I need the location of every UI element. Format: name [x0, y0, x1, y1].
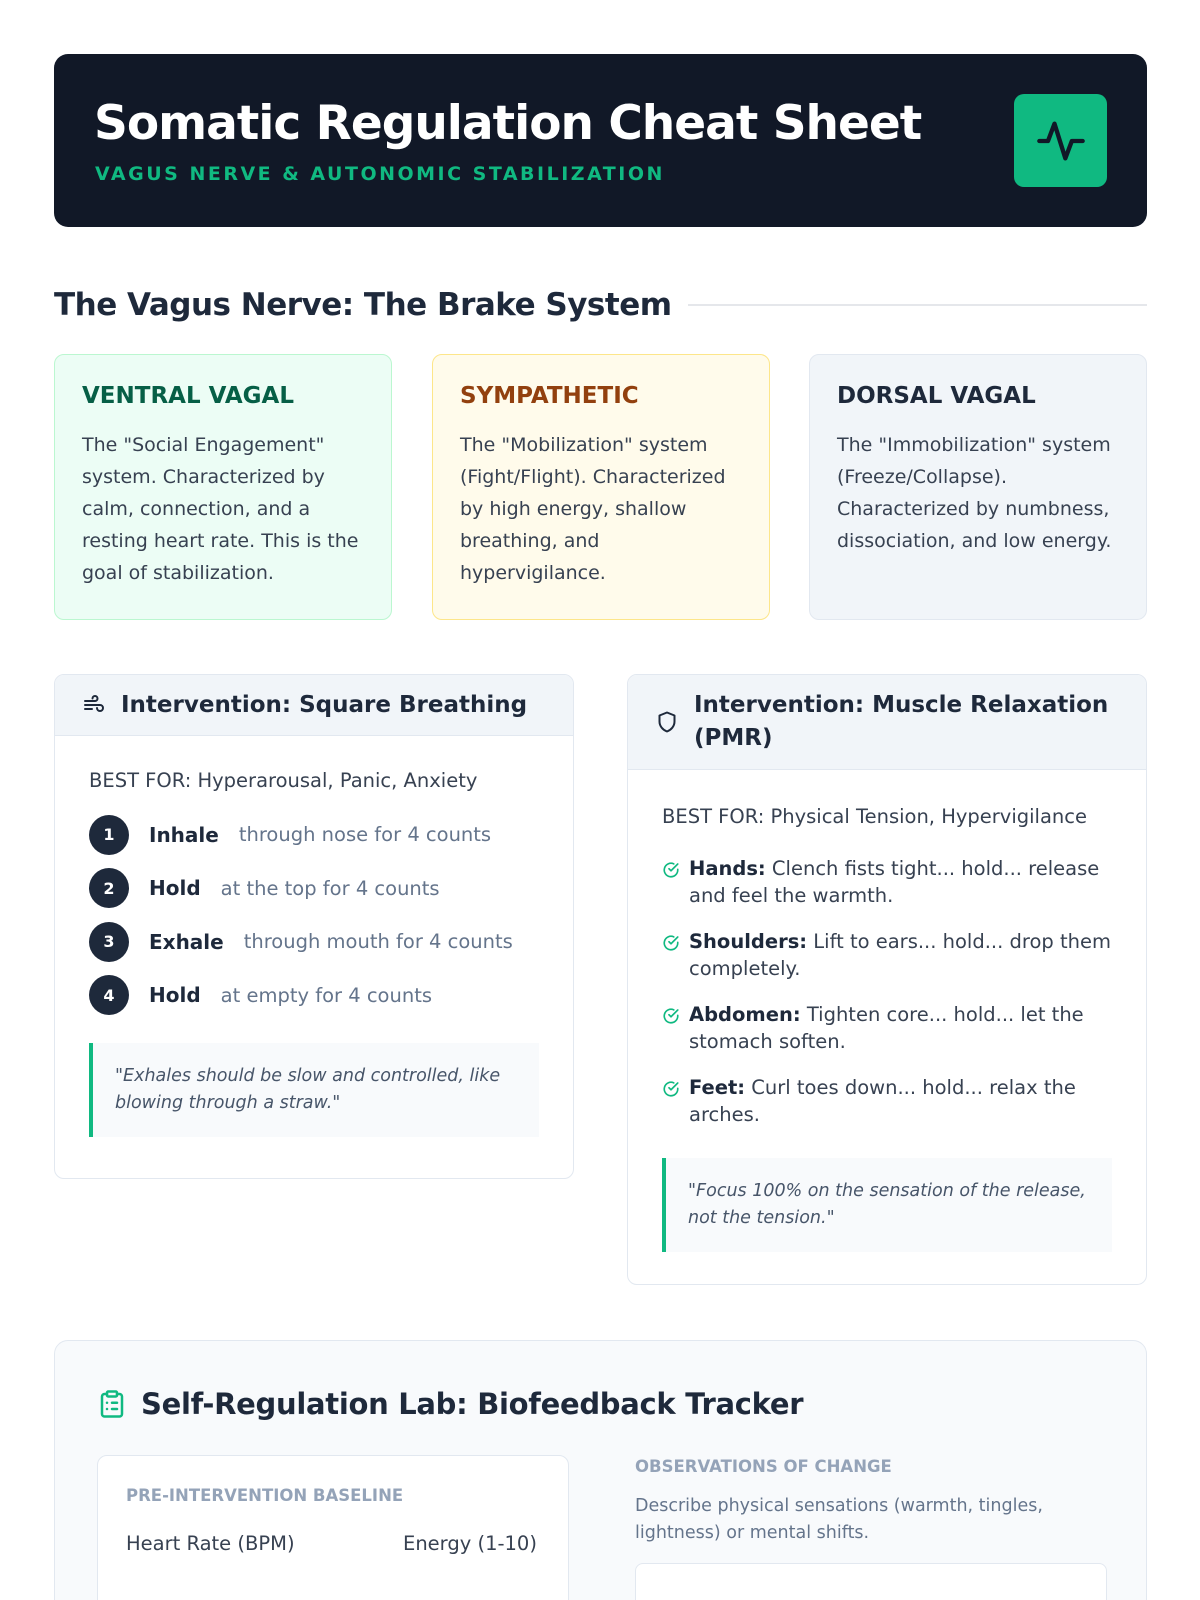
ventral-vagal-card — [54, 354, 392, 620]
body-part: Hands: — [689, 857, 766, 880]
check-circle-icon — [662, 1007, 680, 1025]
step-detail: through mouth for 4 counts — [243, 930, 513, 953]
card-title: Intervention: Square Breathing — [121, 691, 528, 718]
instruction: Tighten core... hold... let the stomach soften. — [689, 1003, 1084, 1053]
page-title: Somatic Regulation Cheat Sheet — [94, 96, 922, 151]
wind-icon — [81, 692, 107, 718]
check-circle-icon — [662, 861, 680, 879]
instruction: Lift to ears... hold... drop them completely. — [689, 930, 1111, 980]
card-body: The "Mobilization" system (Fight/Flight). Characterized by high energy, shallow breathing, and hypervigilance. — [460, 434, 726, 584]
step-verb: Hold — [149, 876, 201, 900]
step-verb: Inhale — [149, 822, 219, 847]
biofeedback-tracker — [54, 1340, 1147, 1600]
step-item — [89, 868, 539, 909]
shield-icon — [654, 709, 680, 735]
list-item-text — [689, 929, 1112, 982]
section-title: The Vagus Nerve: The Brake System — [54, 287, 672, 323]
breathing-steps — [89, 814, 539, 1016]
step-verb: Exhale — [149, 929, 224, 954]
observations-description: Describe physical sensations (warmth, tingles, lightness) or mental shifts. — [635, 1496, 1043, 1543]
pulse-icon — [1035, 115, 1087, 167]
check-circle-icon — [662, 1080, 680, 1098]
step-item — [89, 975, 539, 1016]
clipboard-icon — [97, 1389, 127, 1419]
vagus-section-header — [54, 285, 1147, 325]
instruction: Clench fists tight... hold... release and feel the warmth. — [689, 857, 1100, 907]
lab-title: Self-Regulation Lab: Biofeedback Tracker — [141, 1387, 804, 1421]
list-item-text — [689, 1075, 1112, 1128]
list-item — [662, 1002, 1112, 1055]
card-title: SYMPATHETIC — [460, 383, 639, 409]
step-item — [89, 814, 539, 855]
card-body: The "Social Engagement" system. Characterized by calm, connection, and a resting heart rate. This is the goal of stabilization. — [82, 434, 359, 584]
pmr-steps — [662, 856, 1112, 1128]
card-header — [628, 675, 1146, 770]
step-number: 4 — [89, 975, 129, 1015]
card-header — [55, 675, 573, 736]
heart-rate-label: Heart Rate (BPM) — [126, 1532, 295, 1555]
card-title: Intervention: Muscle Relaxation (PMR) — [694, 692, 1109, 751]
page-subtitle: VAGUS NERVE & AUTONOMIC STABILIZATION — [95, 163, 665, 185]
section-divider — [688, 304, 1147, 306]
step-verb: Hold — [149, 983, 201, 1007]
best-for-text: BEST FOR: Physical Tension, Hypervigilance — [662, 805, 1088, 828]
card-body: The "Immobilization" system (Freeze/Collapse). Characterized by numbness, dissociation, and low energy. — [837, 434, 1112, 552]
step-item — [89, 921, 539, 962]
step-detail: through nose for 4 counts — [238, 823, 492, 846]
lab-header — [97, 1387, 803, 1421]
instruction: Curl toes down... hold... relax the arches. — [689, 1076, 1076, 1126]
best-for-text: BEST FOR: Hyperarousal, Panic, Anxiety — [89, 769, 478, 792]
body-part: Feet: — [689, 1076, 746, 1099]
observations-label: OBSERVATIONS OF CHANGE — [635, 1457, 892, 1476]
list-item — [662, 929, 1112, 982]
list-item-text — [689, 856, 1112, 909]
observations-textarea[interactable] — [635, 1563, 1107, 1600]
card-title: VENTRAL VAGAL — [82, 383, 294, 409]
page-header — [54, 54, 1147, 227]
step-number: 2 — [89, 868, 129, 908]
breathing-tip-quote: "Exhales should be slow and controlled, like blowing through a straw." — [89, 1043, 539, 1137]
step-number: 3 — [89, 922, 129, 962]
list-item — [662, 856, 1112, 909]
pmr-tip-quote: "Focus 100% on the sensation of the release, not the tension." — [662, 1158, 1112, 1252]
list-item — [662, 1075, 1112, 1128]
square-breathing-card — [54, 674, 574, 1179]
sympathetic-card — [432, 354, 770, 620]
baseline-label: PRE-INTERVENTION BASELINE — [126, 1486, 404, 1505]
body-part: Shoulders: — [689, 930, 808, 953]
card-title: DORSAL VAGAL — [837, 383, 1036, 409]
list-item-text — [689, 1002, 1112, 1055]
step-number: 1 — [89, 815, 129, 855]
energy-label: Energy (1-10) — [403, 1532, 537, 1555]
baseline-panel — [97, 1455, 569, 1600]
step-detail: at the top for 4 counts — [220, 876, 440, 900]
muscle-relaxation-card — [627, 674, 1147, 1285]
check-circle-icon — [662, 934, 680, 952]
dorsal-vagal-card — [809, 354, 1147, 620]
logo-badge — [1014, 94, 1107, 187]
body-part: Abdomen: — [689, 1003, 801, 1026]
step-detail: at empty for 4 counts — [220, 983, 432, 1007]
